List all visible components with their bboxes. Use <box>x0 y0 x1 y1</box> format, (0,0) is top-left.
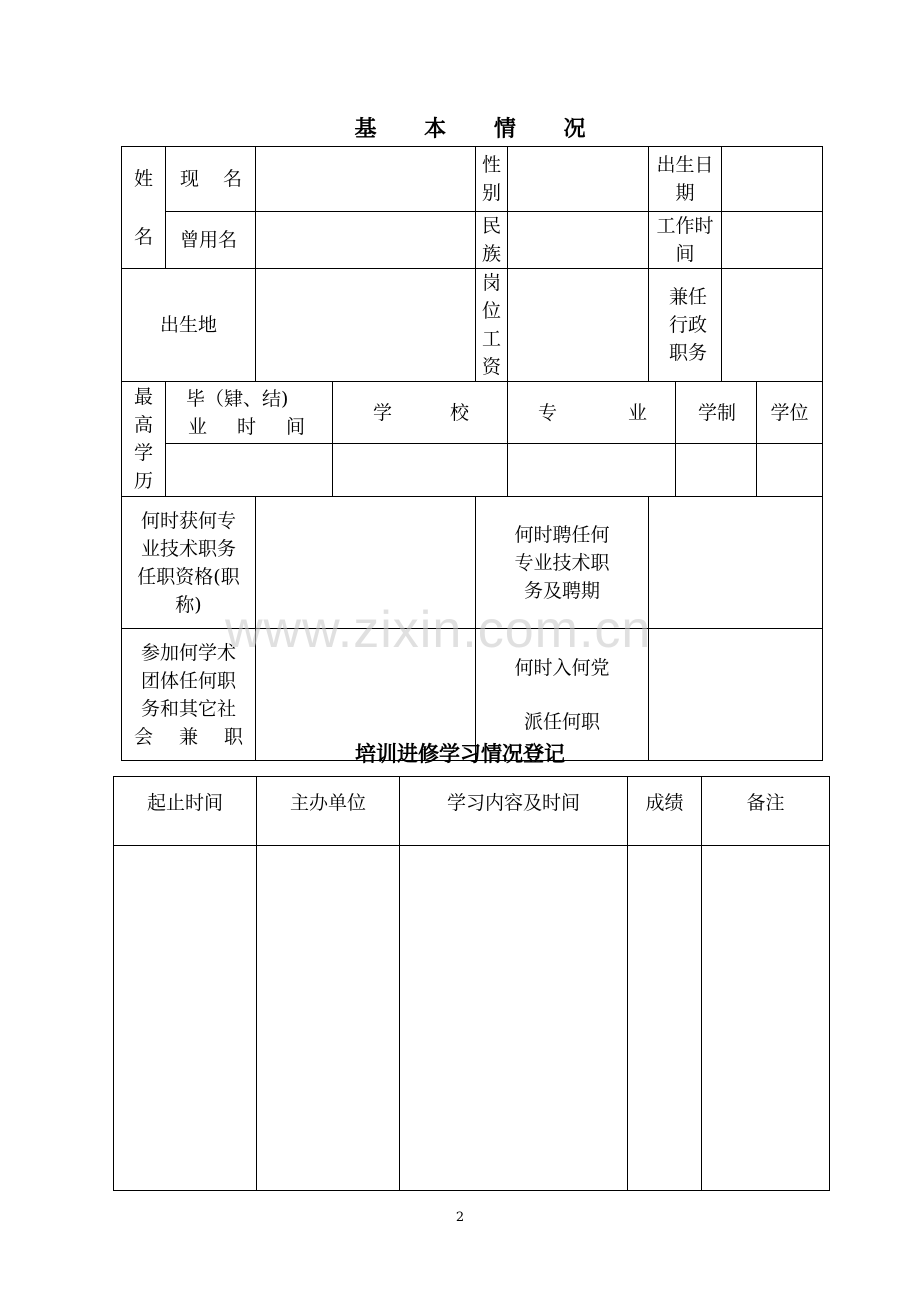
ethnicity-label: 民族 <box>476 212 508 269</box>
duration-field[interactable] <box>676 444 757 497</box>
party-label: 何时入何党 派任何职 <box>476 629 649 761</box>
birthplace-label: 出生地 <box>122 269 256 382</box>
column-header-content: 学习内容及时间 <box>400 777 628 846</box>
former-name-field[interactable] <box>256 212 476 269</box>
current-name-label: 现 名 <box>166 147 256 212</box>
name-group-label: 姓 名 <box>122 147 166 269</box>
organizer-field[interactable] <box>257 846 400 1191</box>
post-salary-label: 岗位 工资 <box>476 269 508 382</box>
watermark: www.zixin.com.cn <box>225 601 652 659</box>
column-header-remarks: 备注 <box>702 777 830 846</box>
column-header-organizer: 主办单位 <box>257 777 400 846</box>
work-start-label: 工作时间 <box>649 212 722 269</box>
school-field[interactable] <box>333 444 508 497</box>
school-label: 学 校 <box>333 382 508 444</box>
graduation-time-label: 毕（肄、结) 业 时 间 <box>166 382 333 444</box>
birth-date-field[interactable] <box>722 147 823 212</box>
qualification-field[interactable] <box>256 497 476 629</box>
appointment-label: 何时聘任何 专业技术职 务及聘期 <box>476 497 649 629</box>
birth-date-label: 出生日期 <box>649 147 722 212</box>
score-field[interactable] <box>628 846 702 1191</box>
qualification-label: 何时获何专 业技术职务 任职资格(职 称) <box>122 497 256 629</box>
basic-info-title: 基 本 情 况 <box>354 117 606 142</box>
column-header-score: 成绩 <box>628 777 702 846</box>
training-table <box>113 776 830 1191</box>
basic-info-table <box>121 146 823 761</box>
major-field[interactable] <box>508 444 676 497</box>
column-header-period: 起止时间 <box>114 777 257 846</box>
degree-field[interactable] <box>757 444 823 497</box>
period-field[interactable] <box>114 846 257 1191</box>
current-name-field[interactable] <box>256 147 476 212</box>
gender-label: 性别 <box>476 147 508 212</box>
duration-label: 学 制 <box>676 382 757 444</box>
graduation-time-field[interactable] <box>166 444 333 497</box>
concurrent-post-field[interactable] <box>722 269 823 382</box>
content-field[interactable] <box>400 846 628 1191</box>
appointment-field[interactable] <box>649 497 823 629</box>
remarks-field[interactable] <box>702 846 830 1191</box>
work-start-field[interactable] <box>722 212 823 269</box>
major-label: 专 业 <box>508 382 676 444</box>
post-salary-field[interactable] <box>508 269 649 382</box>
gender-field[interactable] <box>508 147 649 212</box>
society-label: 参加何学术 团体任何职 务和其它社 会 兼 职 <box>122 629 256 761</box>
training-title: 培训进修学习情况登记 <box>355 742 565 766</box>
ethnicity-field[interactable] <box>508 212 649 269</box>
degree-label: 学位 <box>757 382 823 444</box>
page-number: 2 <box>455 1210 465 1225</box>
education-group-label: 最 高 学 历 <box>122 382 166 497</box>
former-name-label: 曾用名 <box>166 212 256 269</box>
birthplace-field[interactable] <box>256 269 476 382</box>
concurrent-post-label: 兼 任 行政职务 <box>649 269 722 382</box>
